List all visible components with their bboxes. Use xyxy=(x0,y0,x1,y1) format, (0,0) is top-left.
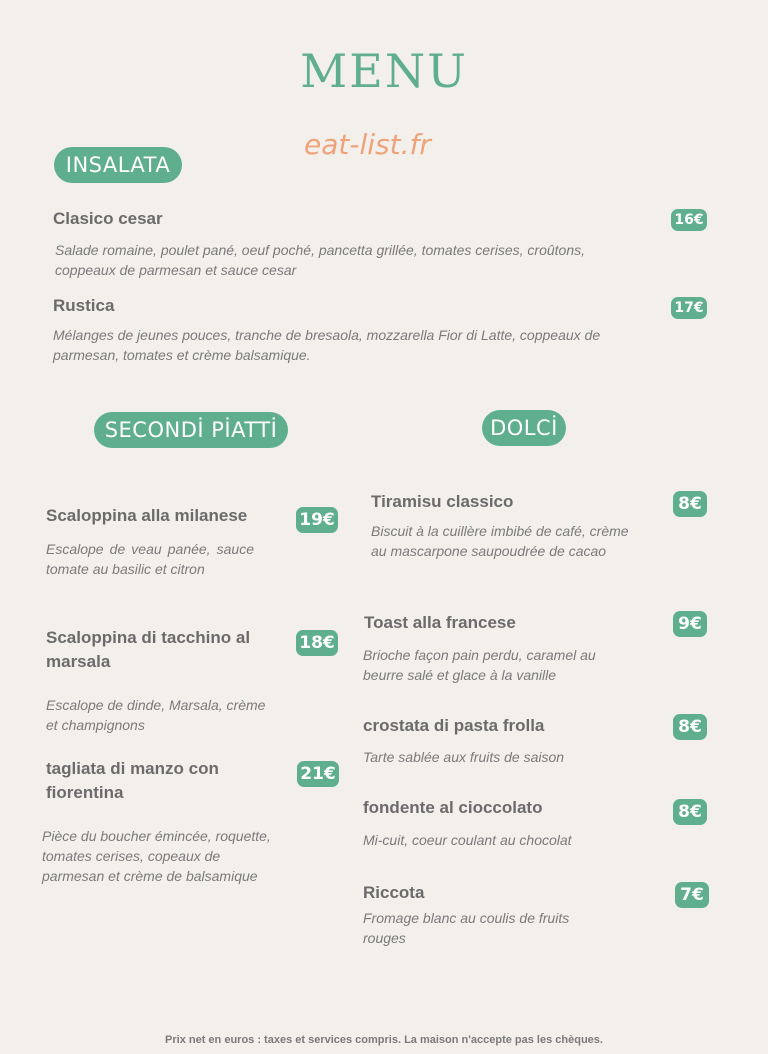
item-name: Toast alla francese xyxy=(364,613,516,632)
item-description: Salade romaine, poulet pané, oeuf poché, pancetta grillée, tomates cerises, croûtons, coppeaux de parmesan et sauce cesar xyxy=(55,242,585,278)
item-name: Scaloppina alla milanese xyxy=(46,506,248,525)
item-name: fondente al cioccolato xyxy=(363,798,543,817)
item-name: crostata di pasta frolla xyxy=(363,716,545,735)
item-price: 17€ xyxy=(671,297,707,319)
item-description: Brioche façon pain perdu, caramel au beurre salé et glace à la vanille xyxy=(363,647,596,683)
item-description: Mi-cuit, coeur coulant au chocolat xyxy=(363,832,572,848)
item-name: Tiramisu classico xyxy=(371,492,514,511)
item-name: Clasico cesar xyxy=(53,209,163,228)
item-price: 7€ xyxy=(675,882,709,908)
item-price: 8€ xyxy=(673,799,707,825)
item-price: 18€ xyxy=(296,630,338,656)
item-description: Mélanges de jeunes pouces, tranche de bresaola, mozzarella Fior di Latte, coppeaux de parmesan, tomates et crème balsamique. xyxy=(53,327,601,363)
item-description: Tarte sablée aux fruits de saison xyxy=(363,749,565,765)
item-price: 8€ xyxy=(673,714,707,740)
section-heading-dolci: DOLCİ xyxy=(482,410,566,446)
item-price: 19€ xyxy=(296,507,338,533)
item-description: Pièce du boucher émincée, roquette, tomates cerises, copeaux de parmesan et crème de balsamique xyxy=(42,828,271,884)
item-name: tagliata di manzo con fiorentina xyxy=(46,759,219,802)
footer-note: Prix net en euros : taxes et services compris. La maison n'accepte pas les chèques. xyxy=(165,1034,603,1046)
item-price: 16€ xyxy=(671,209,707,231)
item-price: 21€ xyxy=(297,761,339,787)
item-price: 8€ xyxy=(673,491,707,517)
section-heading-insalata: INSALATA xyxy=(54,147,182,183)
section-heading-secondi-piatti: SECONDİ PİATTİ xyxy=(94,412,288,448)
item-description: Fromage blanc au coulis de fruits rouges xyxy=(363,910,570,946)
item-name: Riccota xyxy=(363,883,425,902)
item-description: Escalope de veau panée, sauce tomate au basilic et citron xyxy=(46,541,254,577)
watermark: eat-list.fr xyxy=(304,128,431,161)
item-price: 9€ xyxy=(673,611,707,637)
item-name: Rustica xyxy=(53,296,115,315)
item-description: Biscuit à la cuillère imbibé de café, crème au mascarpone saupoudrée de cacao xyxy=(371,523,629,559)
item-description: Escalope de dinde, Marsala, crème et champignons xyxy=(46,697,266,733)
menu-title: MENU xyxy=(300,44,468,98)
item-name: Scaloppina di tacchino al marsala xyxy=(46,628,251,671)
